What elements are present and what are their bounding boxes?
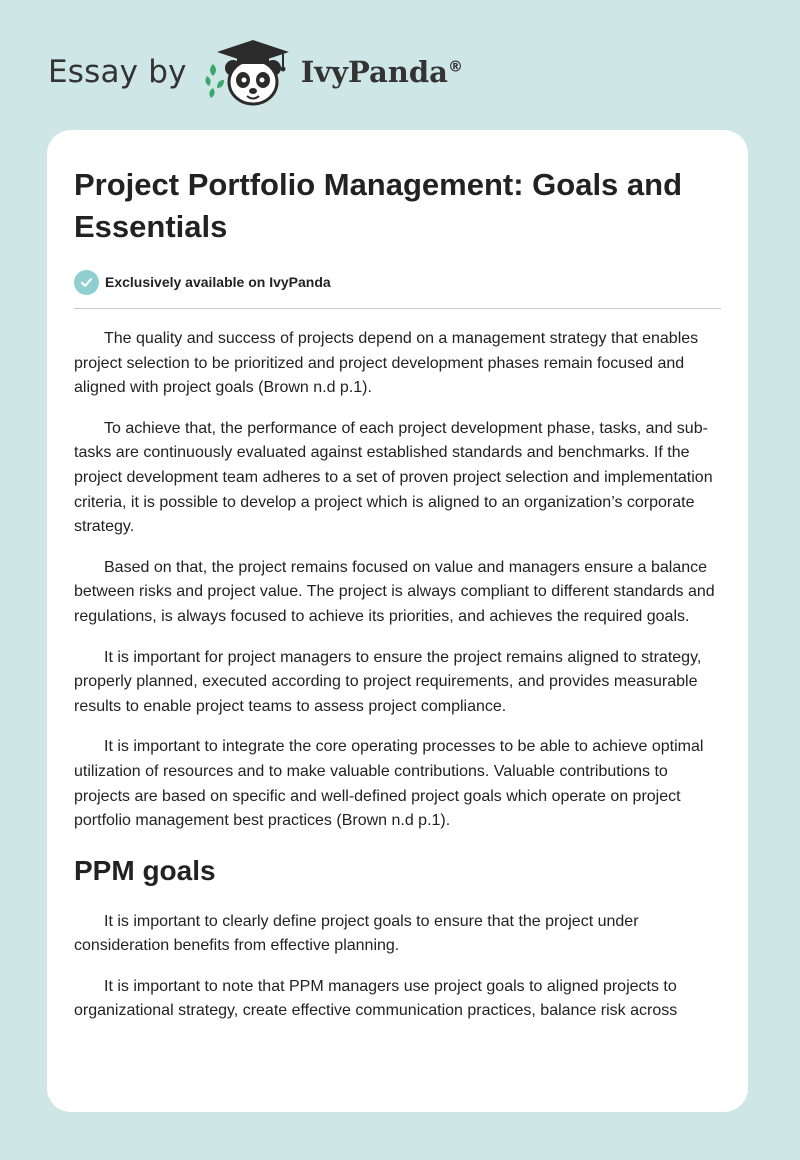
- paragraph: Based on that, the project remains focused on value and managers ensure a balance between risks and project value. The project is always compliant to different standards and regulations, is always focused to achieve its priorities, and achieves the required goals.: [74, 558, 715, 625]
- registered-mark: ®: [447, 57, 463, 76]
- divider: [74, 308, 721, 309]
- brand-name[interactable]: IvyPanda®: [300, 55, 463, 89]
- essay-title: Project Portfolio Management: Goals and Essentials: [74, 167, 683, 244]
- section-heading: PPM goals: [74, 854, 216, 886]
- paragraph: It is important to note that PPM managers use project goals to aligned projects to organizational strategy, create effective communication practices, balance risk across: [74, 977, 678, 1020]
- essay-by-label: Essay by: [48, 54, 187, 90]
- essay-card: [47, 130, 748, 1112]
- check-circle-icon: [74, 270, 99, 295]
- paragraph: The quality and success of projects depend on a management strategy that enables project selection to be prioritized and project development phases remain focused and aligned with project goals (Brown n.d p.1).: [74, 330, 699, 397]
- paragraph: It is important to integrate the core operating processes to be able to achieve optimal utilization of resources and to make valuable contributions. Valuable contributions to projects are based on specific and well-defined project goals which operate on project portfolio management best practices (Brown n.d p.1).: [74, 738, 704, 830]
- site-header: [48, 36, 463, 108]
- exclusive-text: Exclusively available on IvyPanda: [105, 274, 331, 290]
- paragraph: It is important for project managers to ensure the project remains aligned to strategy, properly planned, executed according to project requirements, and provides measurable results to enable project teams to assess project compliance.: [74, 648, 702, 715]
- essay-body: [74, 327, 721, 1024]
- exclusive-badge: [74, 268, 721, 296]
- paragraph: It is important to clearly define project goals to ensure that the project under consideration benefits from effective planning.: [74, 912, 639, 955]
- paragraph: To achieve that, the performance of each project development phase, tasks, and sub-tasks are continuously evaluated against established standards and benchmarks. If the project development team adheres to a set of proven project selection and implementation criteria, it is possible to develop a project which is aligned to an organization’s corporate strategy.: [74, 419, 713, 536]
- panda-logo-icon[interactable]: [203, 36, 297, 108]
